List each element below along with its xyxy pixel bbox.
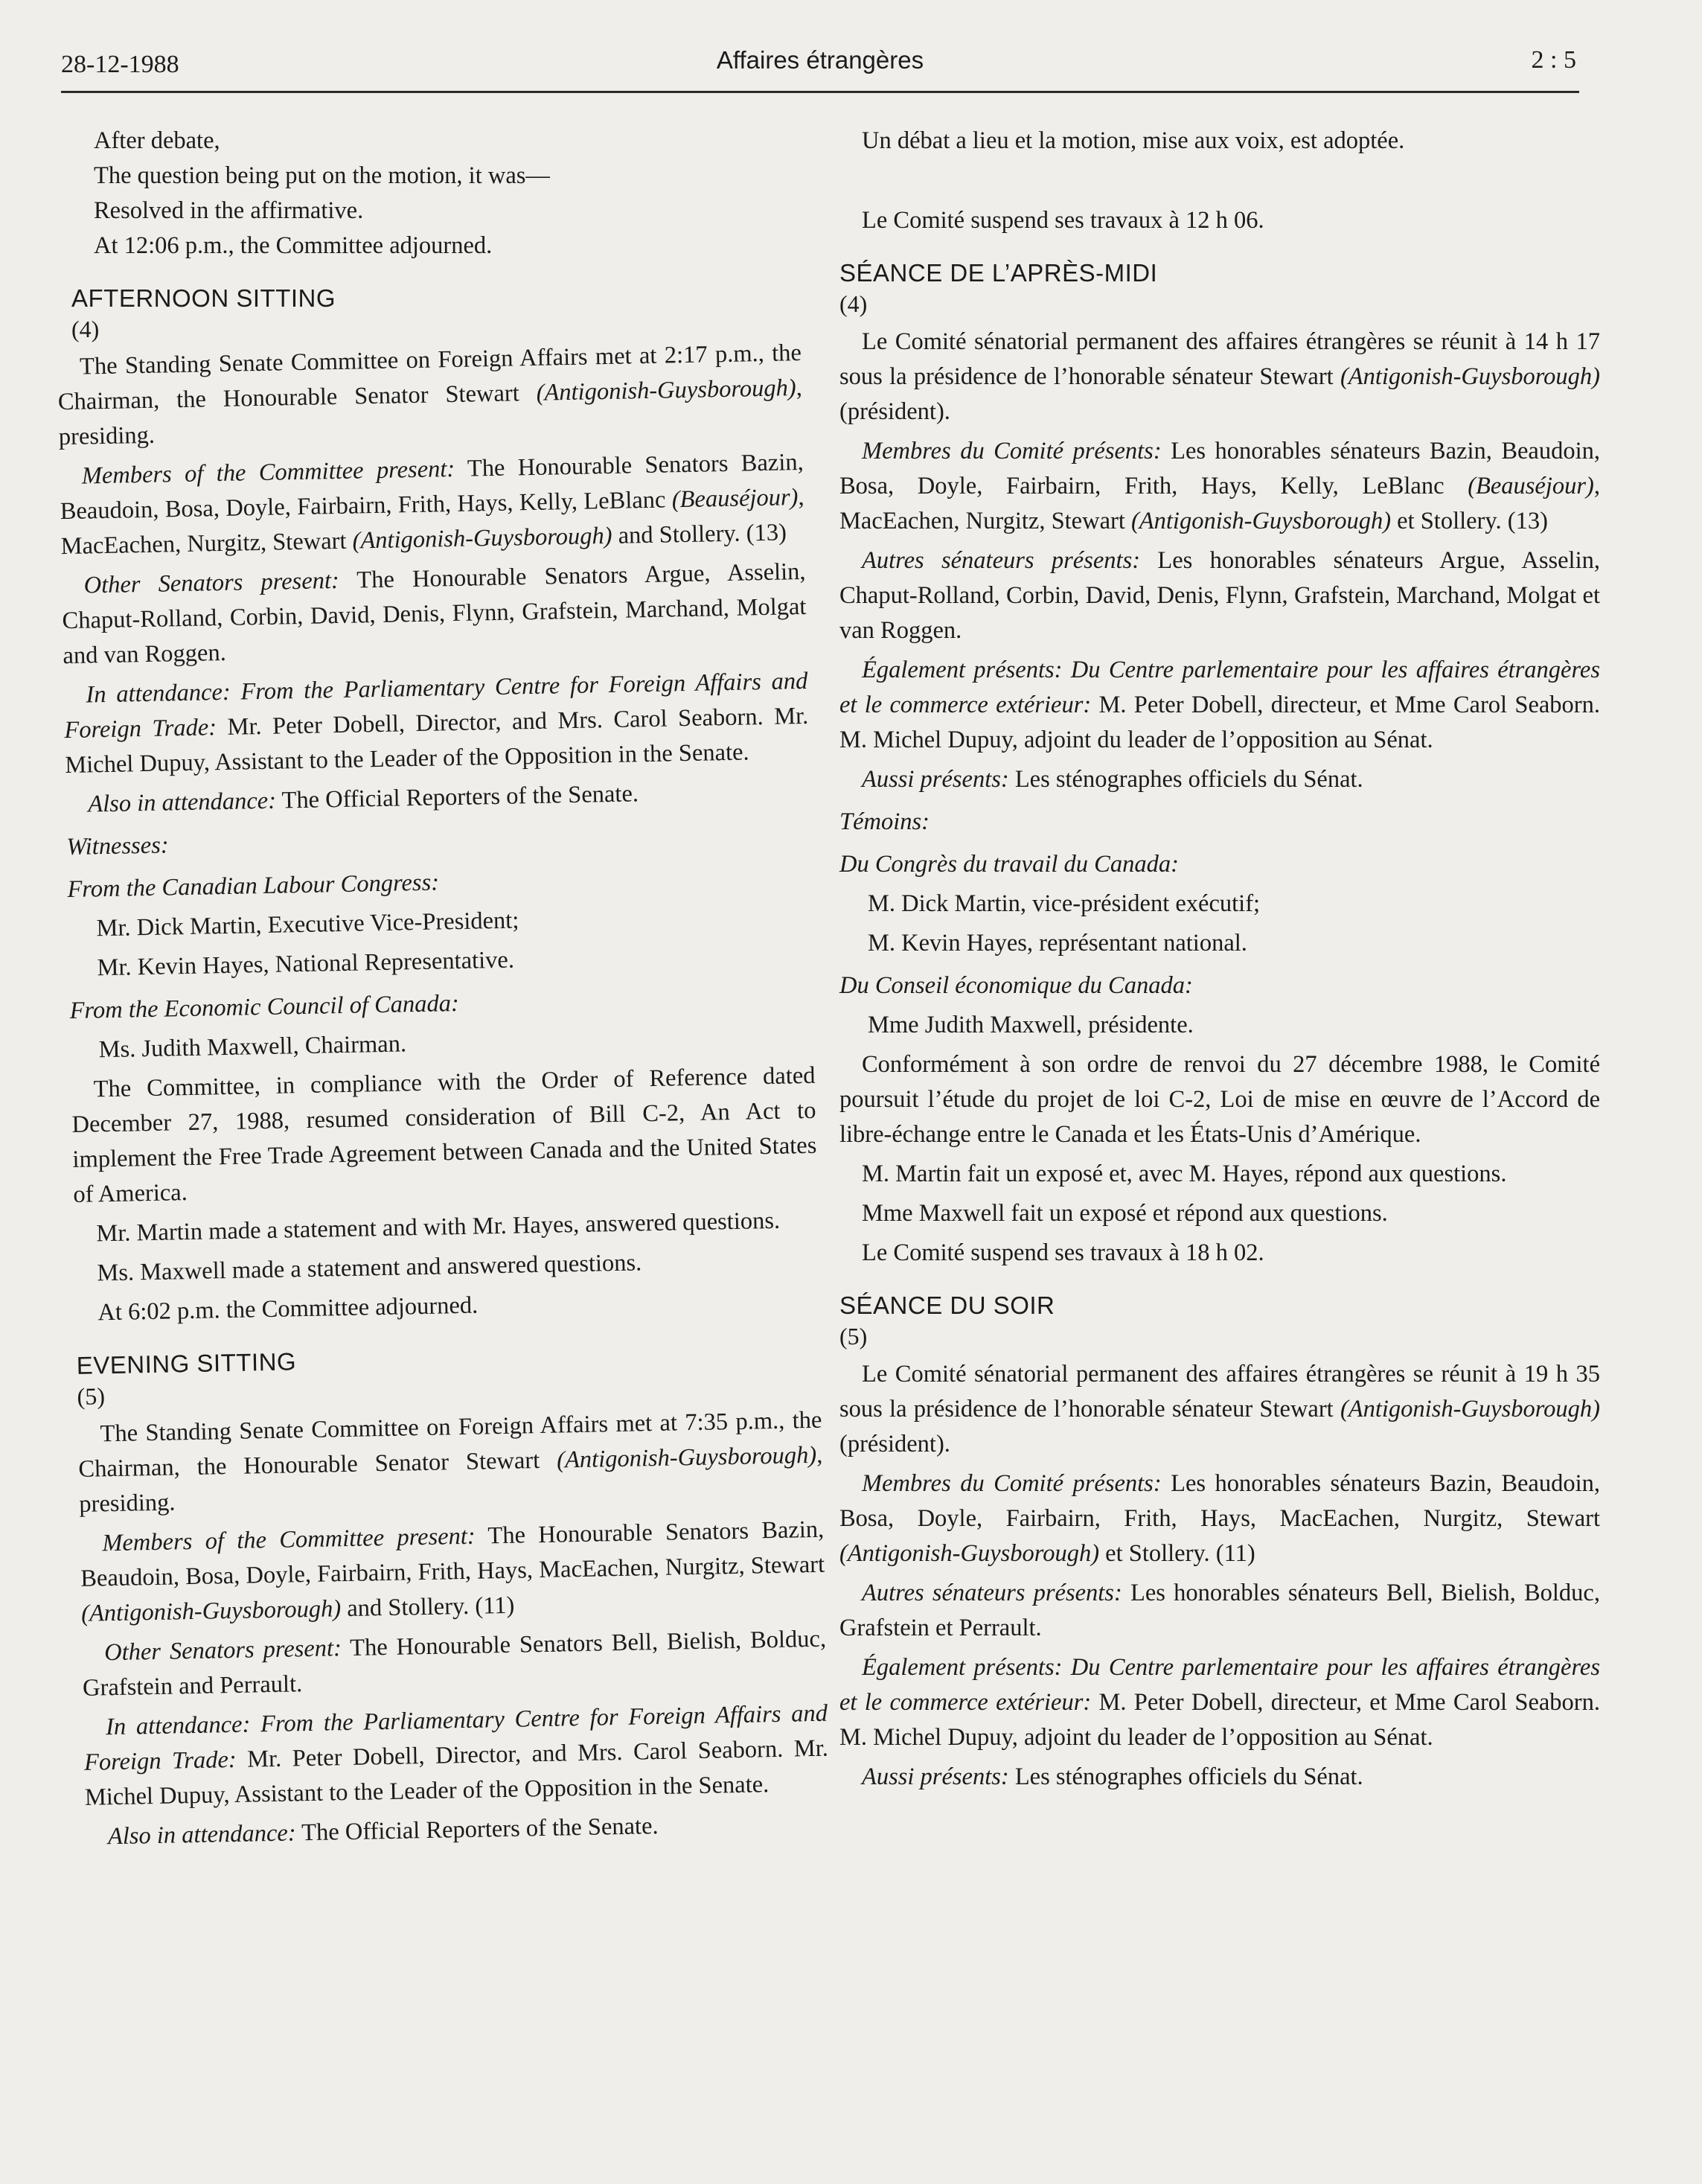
evening-other-senators-fr: Autres sénateurs présents: Les honorables sénateurs Bell, Bielish, Bolduc, Grafstein et Perrault. (839, 1580, 1600, 1641)
evening-number-en: (5) (77, 1382, 106, 1410)
afternoon-attendance-en: In attendance: From the Parliamentary Centre for Foreign Affairs and Foreign Trade: Mr. Peter Dobell, Director, and Mrs. Carol Seaborn. Mr. Michel Dupuy, Assistant to the Leader of the Opposition in the Senate. (64, 667, 809, 779)
evening-also-fr: Aussi présents: Les sténographes officiels du Sénat. (862, 1763, 1363, 1790)
clc-label-en: From the Canadian Labour Congress: (67, 869, 440, 904)
evening-other-senators-en: Other Senators present: The Honourable Senators Bell, Bielish, Bolduc, Grafstein and Perrault. (82, 1625, 827, 1702)
resolved: Resolved in the affirmative. (94, 197, 364, 224)
order-of-reference-en: The Committee, in compliance with the Order of Reference dated December 27, 1988, resumed consideration of Bill C-2, An Act to implement the Free Trade Agreement between Canada and the United States of America. (71, 1061, 817, 1208)
morning-adjourned: At 12:06 p.m., the Committee adjourned. (94, 232, 493, 259)
witnesses-label-fr: Témoins: (839, 808, 930, 835)
header-title: Affaires étrangères (716, 46, 924, 74)
afternoon-number-fr: (4) (839, 290, 868, 317)
witness-hayes-en: Mr. Kevin Hayes, National Representative. (97, 946, 515, 982)
afternoon-adjourned-en: At 6:02 p.m. the Committee adjourned. (97, 1291, 479, 1326)
afternoon-other-senators-en: Other Senators present: The Honourable Senators Argue, Asselin, Chaput-Rolland, Corbin, David, Denis, Flynn, Grafstein, Marchand, Molgat and van Roggen. (62, 558, 807, 670)
evening-also-en: Also in attendance: The Official Reporters of the Senate. (107, 1813, 659, 1851)
afternoon-heading-fr: SÉANCE DE L’APRÈS-MIDI (839, 259, 1158, 287)
evening-members-fr: Membres du Comité présents: Les honorables sénateurs Bazin, Beaudoin, Bosa, Doyle, Fairbairn, Frith, Hays, MacEachen, Nurgitz, Stewart (Antigonish-Guysborough) et Stollery. (11) (839, 1470, 1600, 1567)
witness-maxwell-fr: Mme Judith Maxwell, présidente. (868, 1012, 1194, 1038)
evening-attendance-en: In attendance: From the Parliamentary Centre for Foreign Affairs and Foreign Trade: Mr. Peter Dobell, Director, and Mrs. Carol Seaborn. Mr. Michel Dupuy, Assistant to the Leader of the Opposition in the Senate. (83, 1699, 829, 1811)
maxwell-statement-en: Ms. Maxwell made a statement and answered questions. (97, 1249, 642, 1287)
afternoon-number-en: (4) (71, 316, 100, 342)
evening-number-fr: (5) (839, 1323, 868, 1350)
afternoon-also-fr: Aussi présents: Les sténographes officiels du Sénat. (862, 766, 1363, 793)
martin-statement-fr: M. Martin fait un exposé et, avec M. Hayes, répond aux questions. (862, 1160, 1507, 1187)
debate-fr: Un débat a lieu et la motion, mise aux voix, est adoptée. (862, 127, 1405, 154)
maxwell-statement-fr: Mme Maxwell fait un exposé et répond aux questions. (862, 1200, 1388, 1227)
evening-heading-fr: SÉANCE DU SOIR (839, 1291, 1055, 1319)
witness-maxwell-en: Ms. Judith Maxwell, Chairman. (98, 1030, 407, 1064)
afternoon-members-en: Members of the Committee present: The Honourable Senators Bazin, Beaudoin, Bosa, Doyle, Fairbairn, Frith, Hays, Kelly, LeBlanc (Beauséjour), MacEachen, Nurgitz, Stewart (Antigonish-Guysborough) and Stollery. (13) (60, 448, 804, 561)
afternoon-also-en: Also in attendance: The Official Reporters of the Senate. (87, 780, 639, 818)
question-put: The question being put on the motion, it was— (94, 162, 550, 189)
afternoon-heading-en: AFTERNOON SITTING (71, 284, 336, 312)
martin-statement-en: Mr. Martin made a statement and with Mr. Hayes, answered questions. (96, 1207, 781, 1248)
page-number: 2 : 5 (1531, 46, 1576, 74)
evening-intro-en: The Standing Senate Committee on Foreign Affairs met at 7:35 p.m., the Chairman, the Honourable Senator Stewart (Antigonish-Guysborough), presiding. (78, 1406, 823, 1518)
english-column (57, 124, 829, 1855)
afternoon-intro-fr: Le Comité sénatorial permanent des affaires étrangères se réunit à 14 h 17 sous la présidence de l’honorable sénateur Stewart (Antigonish-Guysborough) (président). (839, 328, 1600, 425)
evening-members-en: Members of the Committee present: The Honourable Senators Bazin, Beaudoin, Bosa, Doyle, Fairbairn, Frith, Hays, MacEachen, Nurgitz, Stewart (Antigonish-Guysborough) and Stollery. (11) (80, 1516, 825, 1627)
witnesses-label-en: Witnesses: (66, 831, 169, 861)
witness-hayes-fr: M. Kevin Hayes, représentant national. (868, 930, 1247, 957)
afternoon-suspend-fr: Le Comité suspend ses travaux à 18 h 02. (862, 1239, 1264, 1266)
order-of-reference-fr: Conformément à son ordre de renvoi du 27 décembre 1988, le Comité poursuit l’étude du projet de loi C-2, Loi de mise en œuvre de l’Accord de libre-échange entre le Canada et les États-Unis d’Amérique. (839, 1051, 1600, 1148)
witness-martin-fr: M. Dick Martin, vice-président exécutif; (868, 890, 1261, 917)
clc-label-fr: Du Congrès du travail du Canada: (839, 851, 1179, 878)
afternoon-body-en (57, 336, 831, 1855)
witness-martin-en: Mr. Dick Martin, Executive Vice-President; (96, 907, 519, 942)
ecc-label-en: From the Economic Council of Canada: (69, 989, 460, 1025)
french-column (839, 124, 1600, 1795)
header-date: 28-12-1988 (61, 51, 179, 78)
page-header (61, 46, 1579, 93)
afternoon-other-senators-fr: Autres sénateurs présents: Les honorables sénateurs Argue, Asselin, Chaput-Rolland, Corbin, David, Denis, Flynn, Grafstein, Marchand, Molgat et van Roggen. (839, 547, 1600, 644)
evening-heading-en: EVENING SITTING (76, 1347, 297, 1379)
morning-suspend-fr: Le Comité suspend ses travaux à 12 h 06. (862, 207, 1264, 234)
afternoon-members-fr: Membres du Comité présents: Les honorables sénateurs Bazin, Beaudoin, Bosa, Doyle, Fairbairn, Frith, Hays, Kelly, LeBlanc (Beauséjour), MacEachen, Nurgitz, Stewart (Antigonish-Guysborough) et Stollery. (13) (839, 438, 1600, 534)
after-debate: After debate, (94, 127, 220, 154)
ecc-label-fr: Du Conseil économique du Canada: (839, 972, 1193, 999)
evening-attendance-fr: Également présents: Du Centre parlementaire pour les affaires étrangères et le commerce extérieur: M. Peter Dobell, directeur, et Mme Carol Seaborn. M. Michel Dupuy, adjoint du leader de l’opposition au Sénat. (839, 1654, 1600, 1751)
evening-intro-fr: Le Comité sénatorial permanent des affaires étrangères se réunit à 19 h 35 sous la présidence de l’honorable sénateur Stewart (Antigonish-Guysborough) (président). (839, 1361, 1600, 1457)
afternoon-attendance-fr: Également présents: Du Centre parlementaire pour les affaires étrangères et le commerce extérieur: M. Peter Dobell, directeur, et Mme Carol Seaborn. M. Michel Dupuy, adjoint du leader de l’opposition au Sénat. (839, 657, 1600, 753)
afternoon-intro-en: The Standing Senate Committee on Foreign Affairs met at 2:17 p.m., the Chairman, the Honourable Senator Stewart (Antigonish-Guysborough), presiding. (57, 339, 803, 451)
